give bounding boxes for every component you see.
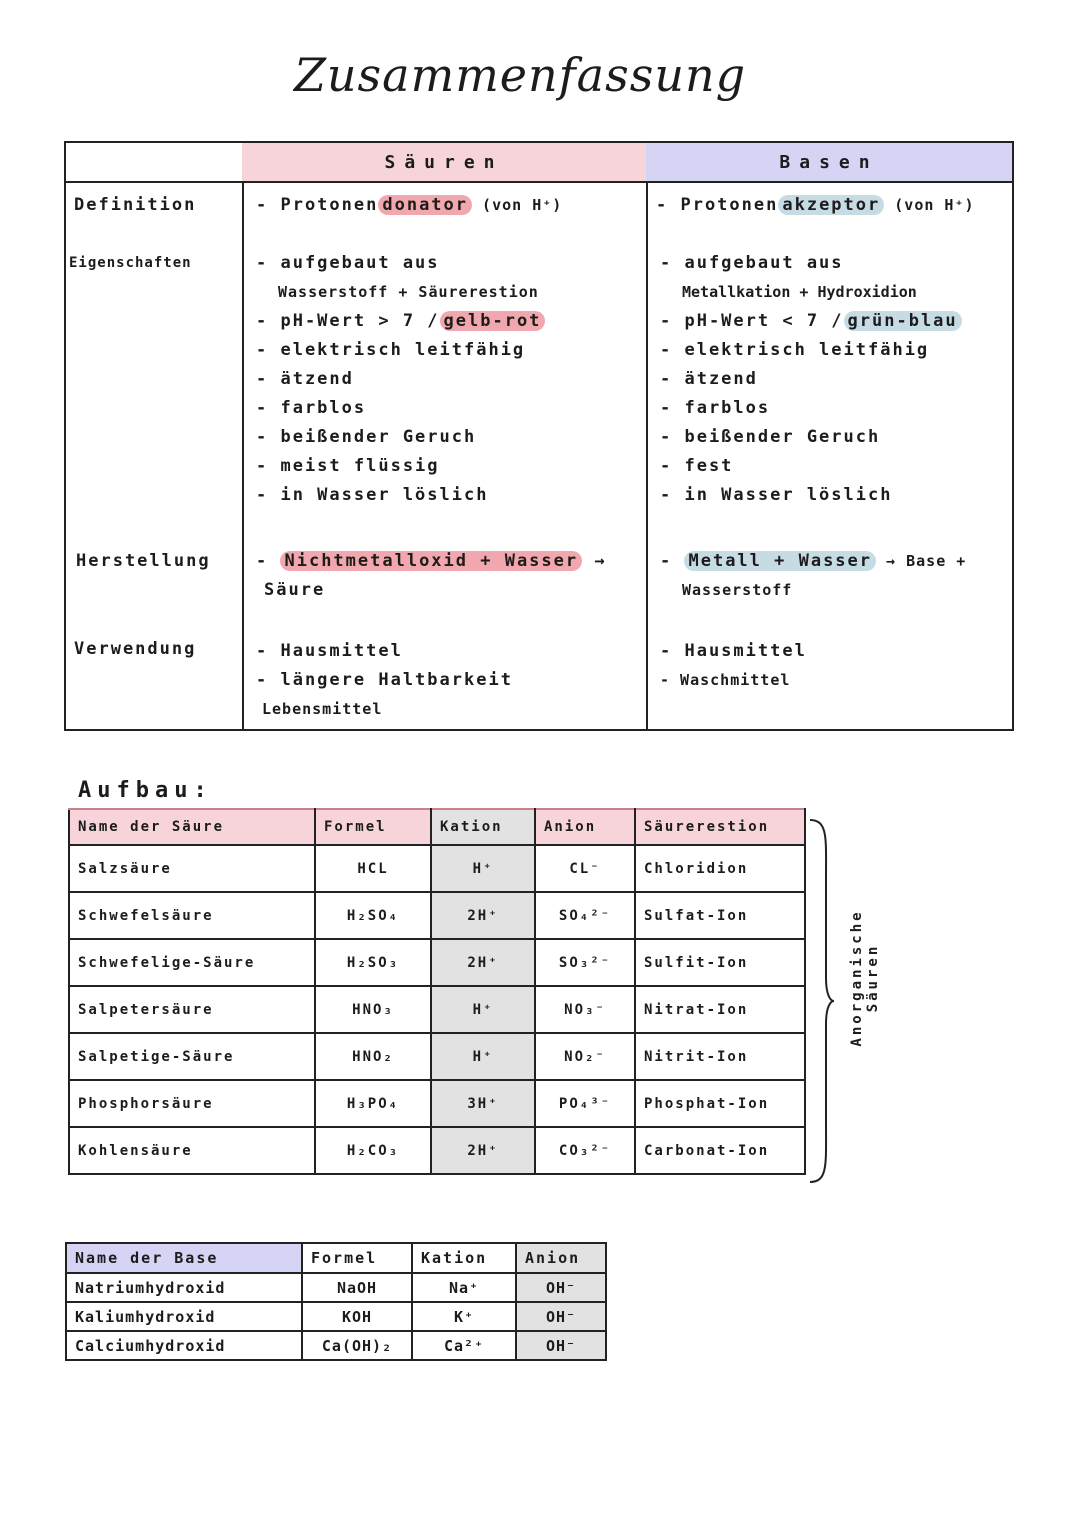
table-row (69, 1080, 805, 1127)
aufbau-heading: Aufbau: (78, 778, 213, 803)
table-row (66, 1273, 606, 1302)
page-title: Zusammenfassung (293, 48, 747, 102)
acids-property: - farblos (256, 398, 367, 418)
acid-residue-ion: Chloridion (635, 845, 805, 892)
column-header: Name der Base (66, 1243, 302, 1273)
acid-cation: H⁺ (431, 845, 535, 892)
acid-name: Schwefelige-Säure (69, 939, 315, 986)
acid-anion: SO₄²⁻ (535, 892, 635, 939)
bases-usage: - Hausmittel (660, 641, 807, 661)
column-header: Name der Säure (69, 809, 315, 845)
acids-herstellung: - Nichtmetalloxid + Wasser → Säure (256, 547, 642, 605)
arrow-icon: → (582, 551, 607, 571)
base-anion: OH⁻ (516, 1331, 606, 1360)
acids-definition-suffix: (von H⁺) (472, 196, 563, 214)
empty-header-cell (66, 143, 242, 183)
acids-usage: - längere Haltbarkeit (256, 670, 513, 690)
acids-property: - meist flüssig (256, 456, 440, 476)
inorganic-acids-label: Anorganische Säuren (849, 909, 881, 1047)
label-verwendung: Verwendung (74, 639, 197, 659)
column-header: Anion (535, 809, 635, 845)
bases-herstellung-rest: → Base + (876, 552, 967, 570)
acid-anion: CO₃²⁻ (535, 1127, 635, 1174)
base-cation: Na⁺ (412, 1273, 516, 1302)
acids-header: Säuren (242, 143, 646, 183)
bases-property: - fest (660, 456, 734, 476)
column-header: Anion (516, 1243, 606, 1273)
acids-definition-prefix: - Protonen (256, 195, 379, 215)
acid-residue-ion: Phosphat-Ion (635, 1080, 805, 1127)
acids-property: Wasserstoff + Säurerestion (278, 283, 539, 301)
bases-herstellung-product: Wasserstoff (682, 581, 793, 599)
table-row (69, 939, 805, 986)
acid-residue-ion: Nitrat-Ion (635, 986, 805, 1033)
acid-residue-ion: Sulfat-Ion (635, 892, 805, 939)
acid-anion: CL⁻ (535, 845, 635, 892)
base-name: Kaliumhydroxid (66, 1302, 302, 1331)
table-header-row (66, 1243, 606, 1273)
base-formula: Ca(OH)₂ (302, 1331, 412, 1360)
acids-definition-highlight: donator (378, 195, 472, 215)
bases-definition (656, 191, 1008, 220)
bases-herstellung-highlight: Metall + Wasser (684, 551, 876, 571)
acids-ph-color: gelb-rot (440, 311, 546, 331)
acids-property: - in Wasser löslich (256, 485, 489, 505)
base-name: Calciumhydroxid (66, 1331, 302, 1360)
acid-formula: HNO₃ (315, 986, 431, 1033)
label-eigenschaften: Eigenschaften (69, 255, 192, 271)
acid-name: Salpetige-Säure (69, 1033, 315, 1080)
column-header: Formel (315, 809, 431, 845)
acid-cation: H⁺ (431, 986, 535, 1033)
bases-definition-highlight: akzeptor (778, 195, 884, 215)
acids-property: - ätzend (256, 369, 354, 389)
bases-property: - pH-Wert < 7 / (660, 311, 844, 331)
bases-definition-suffix: (von H⁺) (884, 196, 975, 214)
base-formula: KOH (302, 1302, 412, 1331)
base-anion: OH⁻ (516, 1273, 606, 1302)
column-header: Kation (431, 809, 535, 845)
acids-property: - beißender Geruch (256, 427, 477, 447)
acid-anion: NO₂⁻ (535, 1033, 635, 1080)
comparison-table (64, 141, 1014, 731)
acids-property: - aufgebaut aus (256, 253, 440, 273)
acids-column (242, 143, 648, 729)
base-anion: OH⁻ (516, 1302, 606, 1331)
acid-formula: H₂SO₃ (315, 939, 431, 986)
table-row (69, 845, 805, 892)
acid-residue-ion: Nitrit-Ion (635, 1033, 805, 1080)
bases-property: - farblos (660, 398, 771, 418)
row-label-column (66, 143, 244, 729)
table-row (69, 986, 805, 1033)
acids-usage: Lebensmittel (262, 700, 383, 718)
label-herstellung: Herstellung (76, 551, 211, 571)
base-cation: Ca²⁺ (412, 1331, 516, 1360)
bases-verwendung (660, 637, 1008, 695)
bases-property: Metallkation + Hydroxidion (682, 283, 917, 301)
column-header: Formel (302, 1243, 412, 1273)
acid-name: Schwefelsäure (69, 892, 315, 939)
bases-property: - elektrisch leitfähig (660, 340, 930, 360)
table-row (66, 1331, 606, 1360)
table-row (66, 1302, 606, 1331)
acid-cation: 2H⁺ (431, 939, 535, 986)
acid-anion: SO₃²⁻ (535, 939, 635, 986)
acids-eigenschaften (256, 249, 642, 510)
bases-structure-table (65, 1242, 607, 1361)
column-header: Kation (412, 1243, 516, 1273)
acid-residue-ion: Sulfit-Ion (635, 939, 805, 986)
acid-formula: HNO₂ (315, 1033, 431, 1080)
table-row (69, 1127, 805, 1174)
acid-anion: NO₃⁻ (535, 986, 635, 1033)
acids-definition (256, 191, 642, 220)
bases-usage: - Waschmittel (660, 671, 791, 689)
bases-herstellung: - Metall + Wasser → Base + Wasserstoff (660, 547, 1008, 605)
acid-formula: H₂SO₄ (315, 892, 431, 939)
acid-anion: PO₄³⁻ (535, 1080, 635, 1127)
bases-property: - in Wasser löslich (660, 485, 893, 505)
acid-formula: H₂CO₃ (315, 1127, 431, 1174)
acids-property: - pH-Wert > 7 / (256, 311, 440, 331)
acid-cation: 3H⁺ (431, 1080, 535, 1127)
acid-name: Kohlensäure (69, 1127, 315, 1174)
label-definition: Definition (74, 195, 197, 215)
bases-property: - beißender Geruch (660, 427, 881, 447)
bases-definition-prefix: - Protonen (656, 195, 779, 215)
base-name: Natriumhydroxid (66, 1273, 302, 1302)
acid-name: Phosphorsäure (69, 1080, 315, 1127)
base-cation: K⁺ (412, 1302, 516, 1331)
acid-name: Salpetersäure (69, 986, 315, 1033)
bases-ph-color: grün-blau (844, 311, 962, 331)
table-header-row (69, 809, 805, 845)
acids-property: - elektrisch leitfähig (256, 340, 526, 360)
bases-header: Basen (646, 143, 1012, 183)
bases-property: - aufgebaut aus (660, 253, 844, 273)
bases-column (646, 143, 1012, 729)
table-row (69, 892, 805, 939)
acids-usage: - Hausmittel (256, 641, 403, 661)
acid-formula: HCL (315, 845, 431, 892)
bases-eigenschaften (660, 249, 1008, 510)
table-row (69, 1033, 805, 1080)
acid-cation: H⁺ (431, 1033, 535, 1080)
acids-verwendung (256, 637, 642, 724)
base-formula: NaOH (302, 1273, 412, 1302)
acids-structure-table (68, 808, 806, 1175)
acid-residue-ion: Carbonat-Ion (635, 1127, 805, 1174)
acid-cation: 2H⁺ (431, 1127, 535, 1174)
acids-herstellung-product: Säure (264, 580, 326, 600)
acid-cation: 2H⁺ (431, 892, 535, 939)
acid-formula: H₃PO₄ (315, 1080, 431, 1127)
acid-name: Salzsäure (69, 845, 315, 892)
column-header: Säurerestion (635, 809, 805, 845)
curly-brace-icon (806, 818, 836, 1184)
acids-herstellung-highlight: Nichtmetalloxid + Wasser (280, 551, 582, 571)
bases-property: - ätzend (660, 369, 758, 389)
